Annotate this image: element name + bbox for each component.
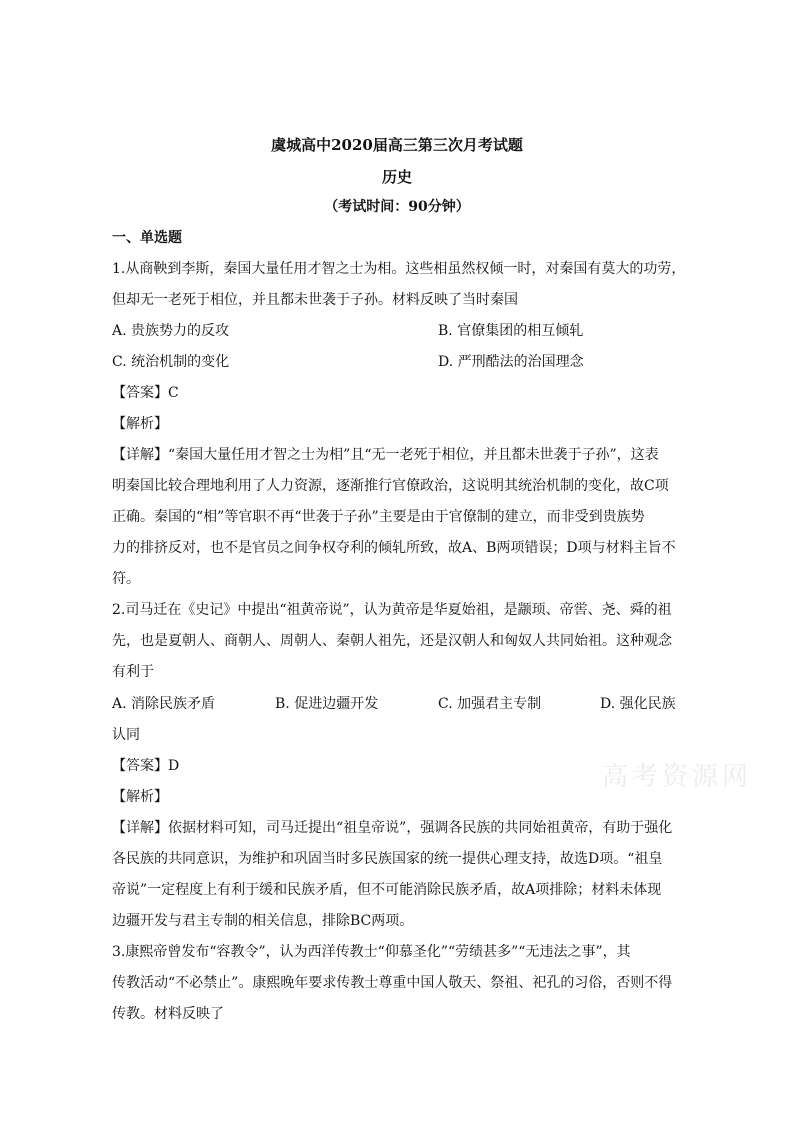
q1-option-a: A. 贵族势力的反攻	[112, 323, 230, 339]
q3-stem-line-1: 3.康熙帝曾发布“容教令”，认为西洋传教士“仰慕圣化”“劳绩甚多”“无违法之事”，其	[112, 944, 631, 960]
q1-stem-line-2: 但却无一老死于相位，并且都未世袭于子孙。材料反映了当时秦国	[112, 292, 518, 308]
q2-answer: 【答案】D	[112, 758, 180, 774]
exam-time: （考试时间：90分钟）	[324, 199, 470, 215]
q2-option-d: D. 强化民族	[600, 696, 676, 712]
q1-option-d: D. 严刑酷法的治国理念	[438, 354, 584, 370]
q1-detail-line-3: 正确。秦国的“相”等官职不再“世袭于子孙”主要是由于官僚制的建立，而非受到贵族势	[112, 509, 645, 525]
subject-title: 历史	[381, 168, 412, 186]
q1-answer: 【答案】C	[112, 385, 179, 401]
exam-title: 虞城高中2020届高三第三次月考试题	[271, 136, 523, 154]
q2-detail-line-1: 【详解】依据材料可知，司马迁提出“祖皇帝说”，强调各民族的共同始祖黄帝，有助于强化	[112, 820, 673, 836]
q2-stem-line-1: 2.司马迁在《史记》中提出“祖黄帝说”，认为黄帝是华夏始祖，是颛顼、帝喾、尧、舜的祖	[112, 602, 672, 618]
q2-detail-line-3: 帝说”一定程度上有利于缓和民族矛盾，但不可能消除民族矛盾，故A项排除；材料未体现	[112, 882, 662, 898]
q1-option-c: C. 统治机制的变化	[112, 354, 230, 370]
q1-option-b: B. 官僚集团的相互倾轧	[438, 323, 584, 339]
q2-option-c: C. 加强君主专制	[438, 696, 542, 712]
q1-detail-line-1: 【详解】“秦国大量任用才智之士为相”且“无一老死于相位，并且都未世袭于子孙”，这表	[112, 447, 659, 463]
q2-option-wrap: 认同	[112, 727, 140, 743]
section-heading: 一、单选题	[112, 230, 182, 246]
q3-stem-line-2: 传教活动“不必禁止”。康熙晚年要求传教士尊重中国人敬天、祭祖、祀孔的习俗，否则不得	[112, 975, 673, 991]
q1-stem-line-1: 1.从商鞅到李斯，秦国大量任用才智之士为相。这些相虽然权倾一时，对秦国有莫大的功劳，	[112, 261, 686, 277]
watermark: 高考资源网	[602, 762, 753, 792]
q2-stem-line-3: 有利于	[112, 664, 154, 680]
q2-stem-line-2: 先，也是夏朝人、商朝人、周朝人、秦朝人祖先，还是汉朝人和匈奴人共同始祖。这种观念	[112, 633, 672, 649]
q1-detail-line-5: 符。	[112, 571, 140, 587]
q3-stem-line-3: 传教。材料反映了	[112, 1006, 224, 1022]
q1-analysis-label: 【解析】	[112, 416, 168, 432]
q1-detail-line-2: 明秦国比较合理地利用了人力资源，逐渐推行官僚政治，这说明其统治机制的变化，故C项	[112, 478, 669, 494]
q2-analysis-label: 【解析】	[112, 789, 168, 805]
q1-detail-line-4: 力的排挤反对，也不是官员之间争权夺利的倾轧所致，故A、B两项错误；D项与材料主旨不	[112, 540, 676, 556]
q2-detail-line-4: 边疆开发与君主专制的相关信息，排除BC两项。	[112, 913, 414, 929]
q2-detail-line-2: 各民族的共同意识，为维护和巩固当时多民族国家的统一提供心理支持，故选D项。“祖皇	[112, 851, 663, 867]
q2-option-a: A. 消除民族矛盾	[112, 696, 216, 712]
q2-option-b: B. 促进边疆开发	[275, 696, 379, 712]
